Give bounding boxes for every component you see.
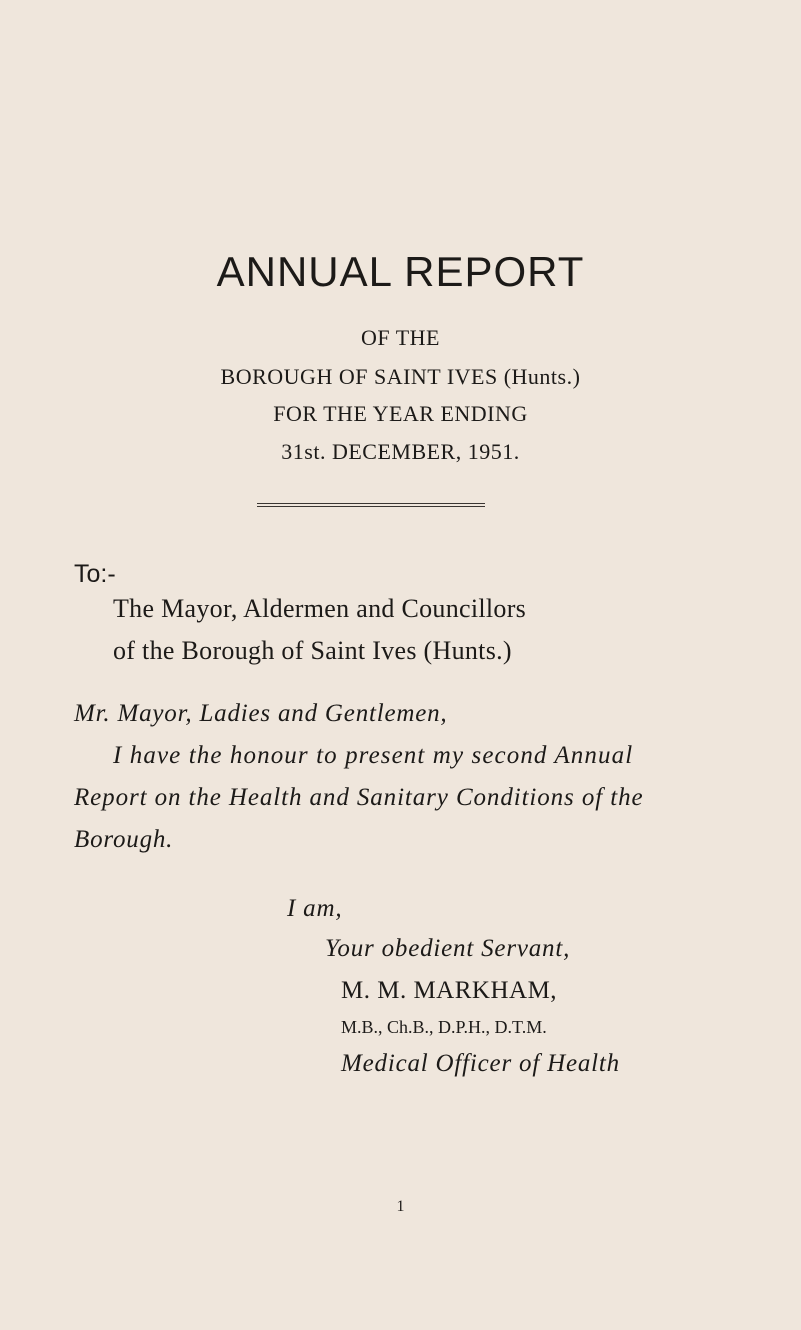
closing-line-1: I am,: [287, 895, 343, 922]
closing-line-2: Your obedient Servant,: [325, 935, 571, 962]
signatory-office: Medical Officer of Health: [341, 1050, 620, 1077]
subtitle-line-3: FOR THE YEAR ENDING: [273, 401, 528, 426]
addressee-label: To:-: [74, 560, 116, 588]
salutation: Mr. Mayor, Ladies and Gentlemen,: [74, 700, 448, 727]
letter-body-line-2: Report on the Health and Sanitary Conditions of the: [74, 784, 644, 811]
letter-body-line-3: Borough.: [74, 826, 174, 853]
page-number: 1: [396, 1198, 405, 1215]
subtitle-line-1: OF THE: [361, 325, 440, 350]
subtitle-line-4: 31st. DECEMBER, 1951.: [281, 439, 520, 464]
subtitle-line-2: BOROUGH OF SAINT IVES (Hunts.): [220, 364, 581, 389]
signatory-qualifications: M.B., Ch.B., D.P.H., D.T.M.: [341, 1017, 547, 1037]
letter-body-line-1: I have the honour to present my second Annual: [113, 742, 634, 769]
report-title: ANNUAL REPORT: [216, 248, 585, 295]
signatory-name: M. M. MARKHAM,: [341, 977, 558, 1004]
divider-rule: [257, 503, 485, 507]
addressee-line-1: The Mayor, Aldermen and Councillors: [113, 594, 527, 623]
addressee-line-2: of the Borough of Saint Ives (Hunts.): [113, 636, 512, 665]
